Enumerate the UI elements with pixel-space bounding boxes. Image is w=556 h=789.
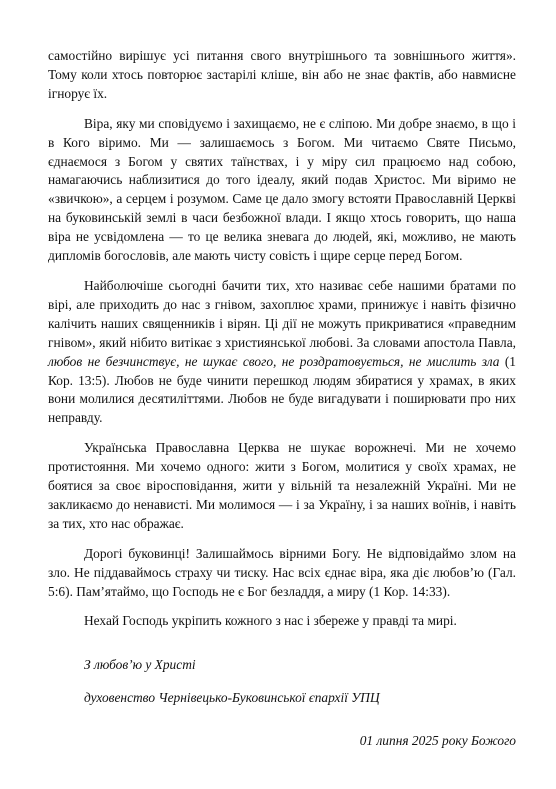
paragraph-text: Українська Православна Церква не шукає ворожнечі. Ми не хочемо протистояння. Ми хочемо одного: жити з Богом, молитися у своїх храмах, не боятися за своє віросповідання, жити у вільній та незалежній Україні. Ми не закликаємо до ненависті. Ми молимося — і за Україну, і за наших воїнів, і навіть за тих, хто нас ображає.	[48, 440, 516, 531]
paragraph	[48, 277, 516, 428]
paragraph	[48, 545, 516, 602]
signature-block	[84, 656, 504, 708]
paragraph-text: Віра, яку ми сповідуємо і захищаємо, не є сліпою. Ми добре знаємо, в що і в Кого віримо. Ми — залишаємось з Богом. Ми читаємо Святе Письмо, єднаємося з Богом у святих таїнствах, і у міру сил працюємо над собою, намагаючись наблизитися до того ідеалу, який подав Христос. Ми віримо не «звичкою», а серцем і розумом. Саме це дало змогу встояти Православній Церкві на буковинській землі в часи безбожної влади. І якщо хтось говорить, що наша віра не усвідомлена — то це велика зневага до людей, які, можливо, не мають дипломів богословів, але мають чисту совість і щире серце перед Богом.	[48, 115, 516, 264]
signature-closing: З любов’ю у Христі	[84, 657, 196, 672]
paragraph-text: Нехай Господь укріпить кожного з нас і збереже у правді та мирі.	[84, 613, 457, 629]
signature-author: духовенство Чернівецько-Буковинської єпархії УПЦ	[84, 689, 380, 705]
paragraph	[48, 47, 516, 104]
letter-body	[48, 47, 516, 631]
paragraph-text: (1 Кор. 13:5). Любов не буде чинити перешкод людям збиратися у храмах, в яких вони молилися десятиліттями. Любов не буде вигадувати і поширювати про них неправду.	[48, 353, 516, 426]
paragraph	[48, 612, 516, 631]
paragraph	[48, 115, 516, 266]
paragraph	[48, 439, 516, 534]
paragraph-text: Найболючіше сьогодні бачити тих, хто називає себе нашими братами по вірі, але приходить до нас з гнівом, захоплює храми, принижує і навіть фізично калічить наших священників і вірян. Ці дії не можуть прикриватися «праведним гнівом», який нібито витікає з християнської любові. За словами апостола Павла,	[48, 277, 516, 350]
document-date: 01 липня 2025 року Божого	[359, 733, 516, 748]
paragraph-text: Дорогі буковинці! Залишаймось вірними Богу. Не відповідаймо злом на зло. Не піддаваймось страху чи тиску. Нас всіх єднає віра, яка діє любов’ю (Гал. 5:6). Пам’ятаймо, що Господь не є Бог безладдя, а миру (1 Кор. 14:33).	[48, 545, 516, 599]
paragraph-text: самостійно вирішує усі питання свого внутрішнього та зовнішнього життя». Тому коли хтось повторює застарілі кліше, він або не знає фактів, або навмисне ігнорує їх.	[48, 48, 516, 101]
quoted-scripture-text: любов не безчинствує, не шукає свого, не роздратовується, не мислить зла	[48, 353, 500, 369]
